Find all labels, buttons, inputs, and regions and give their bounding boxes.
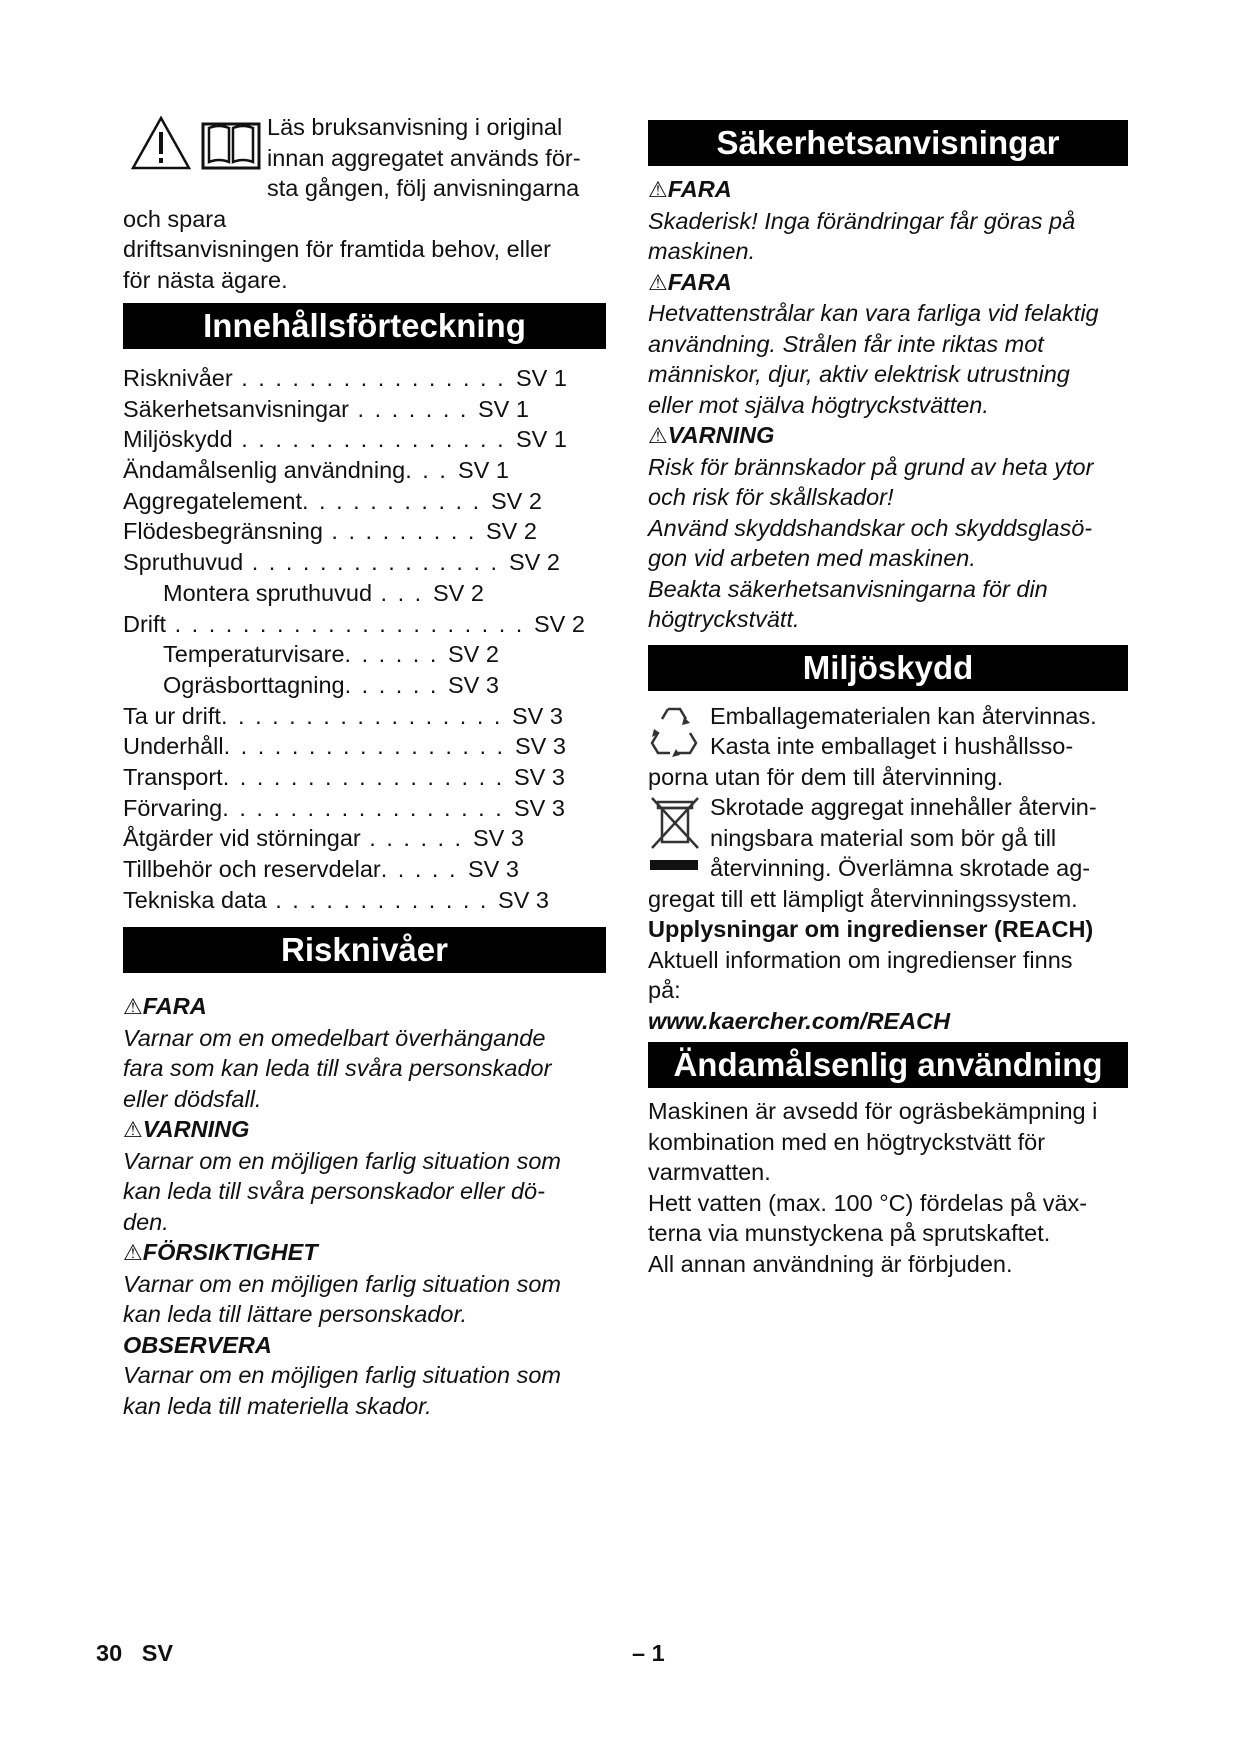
toc-label-text: Flödesbegränsning: [123, 518, 323, 545]
text-line: kan leda till svåra personskador eller dö-: [123, 1178, 545, 1205]
intro-line: Läs bruksanvisning i original: [267, 114, 563, 140]
toc-leader-dots: . . . . . . . . . . . . .: [266, 886, 489, 913]
risk-heading: Risknivåer: [123, 927, 606, 973]
toc-item-label: [123, 394, 468, 425]
toc-item-page: SV 2: [509, 549, 560, 576]
toc-item-label: [163, 639, 438, 670]
toc-item[interactable]: [123, 762, 606, 793]
toc-leader-dots: . . . . . . . . . . . . . . . . .: [223, 733, 506, 760]
text-line: terna via munstyckena på sprutskaftet.: [648, 1220, 1051, 1246]
toc-item-page: SV 3: [448, 671, 499, 698]
toc-item-page: SV 3: [468, 856, 519, 882]
text-line: den.: [123, 1208, 169, 1235]
text-line: Hett vatten (max. 100 °C) fördelas på väx-: [648, 1189, 1088, 1216]
toc-leader-dots: . . . . . . . . . . . . . . .: [243, 549, 500, 576]
text-line: och risk för skållskador!: [648, 484, 894, 510]
toc-item-label: [123, 823, 463, 854]
toc-item[interactable]: [123, 609, 606, 640]
warning-heading: ⚠VARNING: [123, 1116, 250, 1143]
toc-item-label: [163, 578, 423, 609]
toc-label-text: Spruthuvud: [123, 549, 244, 576]
text-line: Kasta inte emballaget i hushållsso-: [710, 733, 1074, 759]
toc-leader-dots: . . . . . . . . . . . . . . . .: [232, 426, 506, 453]
toc-item-page: SV 2: [433, 579, 484, 606]
manual-book-icon: [199, 116, 263, 172]
text-line: Varnar om en möjligen farlig situation som: [123, 1147, 561, 1174]
risk-observera-text: [123, 1360, 606, 1421]
toc-heading: Innehållsförteckning: [123, 303, 606, 349]
warning-triangle-icon: ⚠: [648, 177, 668, 202]
toc-item-label: [123, 516, 476, 547]
toc-item-page: SV 3: [512, 702, 563, 729]
text-line: kombination med en högtryckstvätt för: [648, 1128, 1046, 1155]
text-line: Varnar om en möjligen farlig situation som: [123, 1270, 561, 1297]
toc-leader-dots: . . . . . . . . . . . . . . . . .: [222, 794, 504, 821]
reach-link[interactable]: www.kaercher.com/REACH: [648, 1007, 951, 1034]
text-line: eller dödsfall.: [123, 1085, 262, 1112]
text-line: All annan användning är förbjuden.: [648, 1250, 1013, 1277]
toc-item[interactable]: [123, 731, 606, 762]
text-line: gon vid arbeten med maskinen.: [648, 545, 976, 571]
toc-item-label: [123, 609, 524, 640]
toc-label-text: Transport: [123, 763, 223, 790]
left-column: [123, 112, 606, 1421]
text-line: kan leda till materiella skador.: [123, 1392, 432, 1419]
toc-item-page: SV 2: [448, 641, 499, 668]
toc-item-page: SV 2: [534, 610, 585, 637]
warning-heading: ⚠FARA: [648, 176, 732, 202]
toc-item-label: [123, 731, 505, 762]
toc-label-text: Drift: [123, 610, 167, 637]
toc-leader-dots: . . . . . . . . . . . . . . . .: [232, 365, 506, 391]
weee-block: [648, 792, 1128, 914]
right-column: [648, 120, 1128, 1279]
toc-label-text: Tillbehör och reservdelar: [123, 856, 381, 882]
warning-triangle-icon: ⚠: [123, 1240, 143, 1266]
toc-item-page: SV 2: [486, 518, 537, 545]
toc-item-label: [123, 486, 481, 517]
toc-item[interactable]: [123, 578, 606, 609]
toc-leader-dots: . . . . . . . . . . . . . . . . .: [222, 763, 505, 790]
toc-label-text: Aggregatelement: [123, 487, 302, 514]
text-line: Risk för brännskador på grund av heta ytor: [648, 453, 1094, 480]
text-line: gregat till ett lämpligt återvinningssystem.: [648, 885, 1078, 912]
toc-item-label: [123, 424, 506, 455]
toc-label-text: Ogräsborttagning: [163, 671, 345, 698]
text-line: Maskinen är avsedd för ogräsbekämpning i: [648, 1098, 1098, 1124]
risk-varning-text: [123, 1146, 606, 1238]
toc-label-text: Säkerhetsanvisningar: [123, 395, 349, 422]
reach-heading: Upplysningar om ingredienser (REACH): [648, 916, 1094, 942]
risk-fara-text: [123, 1023, 606, 1115]
toc-leader-dots: . . .: [372, 579, 424, 606]
toc-item-label: [163, 670, 438, 701]
text-line: eller mot själva högtryckstvätten.: [648, 391, 989, 418]
crossed-bin-icon: [648, 794, 702, 884]
toc-leader-dots: . . . . . .: [344, 641, 439, 668]
toc-label-text: Förvaring: [123, 794, 223, 821]
warning-triangle-icon: ⚠: [648, 269, 668, 295]
toc-label-text: Montera spruthuvud: [163, 579, 373, 606]
safety-heading: Säkerhetsanvisningar: [648, 120, 1128, 166]
toc-label-text: Åtgärder vid störningar: [123, 825, 361, 852]
intro-line: innan aggregatet används för-: [267, 144, 581, 171]
text-line: ningsbara material som bör gå till: [710, 824, 1057, 851]
toc-item[interactable]: [123, 793, 606, 824]
toc-leader-dots: . . .: [405, 457, 448, 484]
text-line: Skaderisk! Inga förändringar får göras på: [648, 207, 1076, 234]
toc-item-label: [123, 701, 502, 732]
toc-label-text: Miljöskydd: [123, 426, 233, 453]
text-line: Emballagematerialen kan återvinnas.: [710, 702, 1097, 729]
toc-item-page: SV 1: [516, 426, 567, 453]
toc-item-label: [123, 455, 448, 486]
text-line: porna utan för dem till återvinning.: [648, 763, 1004, 790]
warning-heading: ⚠FÖRSIKTIGHET: [123, 1239, 318, 1266]
text-line: fara som kan leda till svåra personskador: [123, 1055, 552, 1082]
toc-label-text: Underhåll: [123, 733, 224, 760]
toc-label-text: Risknivåer: [123, 365, 233, 391]
warning-triangle-icon: ⚠: [123, 1117, 143, 1143]
risk-forsiktighet-text: [123, 1269, 606, 1330]
toc-leader-dots: . . . . . . .: [349, 395, 469, 422]
toc-item-label: [123, 885, 488, 916]
warning-heading: ⚠FARA: [123, 993, 207, 1020]
intro-line: sta gången, följ anvisningarna och spara: [123, 175, 580, 232]
text-line: Varnar om en möjligen farlig situation som: [123, 1362, 561, 1389]
toc-item-page: SV 1: [458, 457, 509, 484]
intro-block: [123, 112, 606, 295]
toc-list: [123, 363, 606, 915]
toc-item-page: SV 3: [473, 825, 524, 852]
warning-heading: ⚠FARA: [648, 268, 732, 295]
toc-leader-dots: . . . . . . . . . . . . . . . . . . . . .: [166, 610, 525, 637]
toc-leader-dots: . . . . .: [380, 856, 458, 882]
toc-label-text: Ta ur drift: [123, 702, 221, 729]
toc-item-page: SV 3: [514, 794, 565, 821]
toc-item-label: [123, 793, 504, 824]
text-line: människor, djur, aktiv elektrisk utrustning: [648, 361, 1070, 387]
toc-leader-dots: . . . . . . . . . . .: [301, 487, 482, 514]
text-line: Aktuell information om ingredienser finns: [648, 946, 1073, 973]
toc-item-label: [123, 363, 506, 394]
toc-item[interactable]: [123, 670, 606, 701]
use-heading: Ändamålsenlig användning: [648, 1042, 1128, 1088]
text-line: Använd skyddshandskar och skyddsglasö-: [648, 514, 1093, 541]
intro-line: driftsanvisningen för framtida behov, eller: [123, 236, 552, 262]
toc-item[interactable]: [123, 516, 606, 547]
text-line: Beakta säkerhetsanvisningarna för din: [648, 575, 1048, 602]
text-line: användning. Strålen får inte riktas mot: [648, 330, 1044, 357]
intro-line: för nästa ägare.: [123, 266, 288, 293]
toc-item[interactable]: [123, 486, 606, 517]
toc-label-text: Tekniska data: [123, 886, 267, 913]
toc-item[interactable]: [123, 424, 606, 455]
toc-item[interactable]: [123, 639, 606, 670]
page-number: 30 SV: [96, 1640, 174, 1666]
toc-item[interactable]: [123, 455, 606, 486]
toc-item-page: SV 3: [514, 763, 565, 790]
toc-item[interactable]: [123, 363, 606, 394]
toc-item-label: [123, 762, 504, 793]
text-line: maskinen.: [648, 238, 756, 264]
warning-heading: ⚠VARNING: [648, 422, 775, 448]
text-line: Skrotade aggregat innehåller återvin-: [710, 794, 1097, 820]
toc-item-page: SV 3: [515, 733, 566, 760]
text-line: kan leda till lättare personskador.: [123, 1301, 467, 1328]
text-line: på:: [648, 977, 681, 1003]
env-heading: Miljöskydd: [648, 645, 1128, 691]
packaging-block: [648, 701, 1128, 793]
toc-item-page: SV 3: [498, 886, 549, 913]
observera-heading: OBSERVERA: [123, 1331, 272, 1358]
recycle-icon: [648, 703, 700, 759]
toc-label-text: Temperaturvisare: [163, 641, 345, 668]
toc-leader-dots: . . . . . .: [360, 825, 464, 852]
toc-item-page: SV 1: [478, 395, 529, 422]
warning-triangle-icon: ⚠: [648, 423, 668, 448]
toc-leader-dots: . . . . . .: [344, 671, 439, 698]
toc-item[interactable]: [123, 394, 606, 425]
page-center-marker: – 1: [632, 1640, 665, 1666]
toc-item-label: [123, 854, 458, 885]
toc-label-text: Ändamålsenlig användning: [123, 457, 406, 484]
text-line: högtryckstvätt.: [648, 606, 800, 632]
text-line: Varnar om en omedelbart överhängande: [123, 1024, 546, 1051]
toc-item[interactable]: [123, 854, 606, 885]
toc-leader-dots: . . . . . . . . . . . . . . . . .: [220, 702, 503, 729]
text-line: Hetvattenstrålar kan vara farliga vid felaktig: [648, 300, 1099, 326]
toc-leader-dots: . . . . . . . . .: [322, 518, 477, 545]
text-line: återvinning. Överlämna skrotade ag-: [710, 855, 1091, 881]
toc-item[interactable]: [123, 547, 606, 578]
toc-item-label: [123, 547, 499, 578]
toc-item-page: SV 1: [516, 365, 567, 391]
toc-item-page: SV 2: [491, 487, 542, 514]
intro-icons: [123, 112, 263, 174]
toc-item[interactable]: [123, 885, 606, 916]
text-line: varmvatten.: [648, 1159, 771, 1185]
toc-item[interactable]: [123, 701, 606, 732]
warning-triangle-icon: ⚠: [123, 994, 143, 1020]
toc-item[interactable]: [123, 823, 606, 854]
